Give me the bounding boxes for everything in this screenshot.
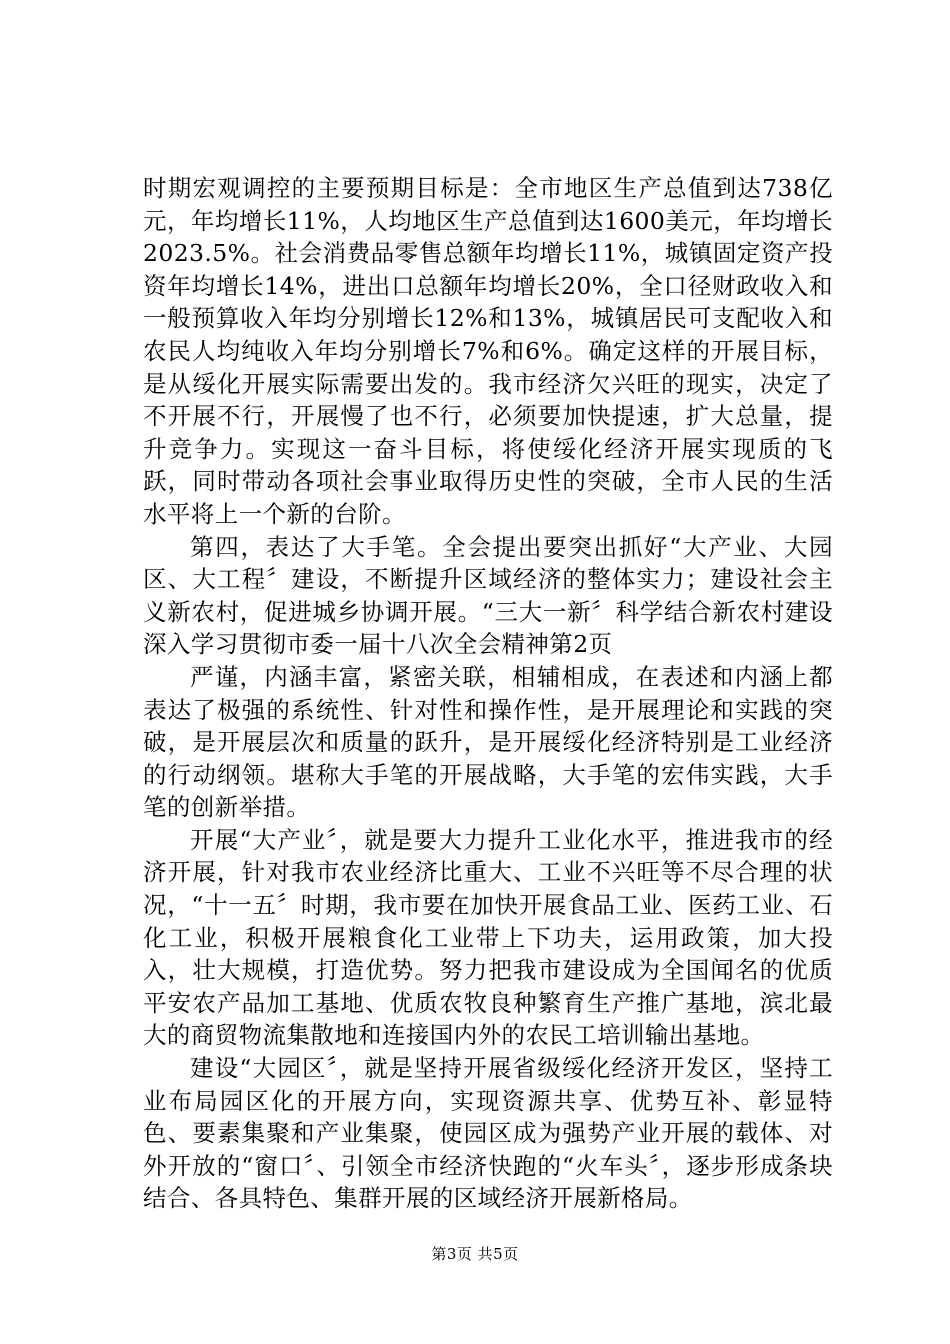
paragraph-rigor: 严谨，内涵丰富，紧密关联，相辅相成，在表述和内涵上都表达了极强的系统性、针对性和操作性，是开展理论和实践的突破，是开展层次和质量的跃升，是开展绥化经济特别是工业经济的行动纲领。堪称大手笔的开展战略，大手笔的宏伟实践，大手笔的创新举措。 bbox=[143, 662, 833, 822]
page-footer bbox=[0, 1244, 950, 1264]
paragraph-big-industry: 开展“大产业〞，就是要大力提升工业化水平，推进我市的经济开展，针对我市农业经济比重大、工业不兴旺等不尽合理的状况，“十一五〞时期，我市要在加快开展食品工业、医药工业、石化工业，积极开展粮食化工业带上下功夫，运用政策，加大投入，壮大规模，打造优势。努力把我市建设成为全国闻名的优质平安农产品加工基地、优质农牧良种繁育生产推广基地，滨北最大的商贸物流集散地和连接国内外的农民工培训输出基地。 bbox=[143, 825, 833, 1050]
page-indicator: 第3页 共5页 bbox=[431, 1245, 519, 1263]
paragraph-targets: 时期宏观调控的主要预期目标是：全市地区生产总值到达738亿元，年均增长11%，人均地区生产总值到达1600美元，年均增长2023.5%。社会消费品零售总额年均增长11%，城镇固定资产投资年均增长14%，进出口总额年均增长20%，全口径财政收入和一般预算收入年均分别增长12%和13%，城镇居民可支配收入和农民人均纯收入年均分别增长7%和6%。确定这样的开展目标，是从绥化开展实际需要出发的。我市经济欠兴旺的现实，决定了不开展不行，开展慢了也不行，必须要加快提速，扩大总量，提升竞争力。实现这一奋斗目标，将使绥化经济开展实现质的飞跃，同时带动各项社会事业取得历史性的突破，全市人民的生活水平将上一个新的台阶。 bbox=[143, 174, 833, 528]
paragraph-big-vision: 第四，表达了大手笔。全会提出要突出抓好“大产业、大园区、大工程〞建设，不断提升区域经济的整体实力；建设社会主义新农村，促进城乡协调开展。“三大一新〞科学结合新农村建设深入学习贯彻市委一届十八次全会精神第2页 bbox=[143, 532, 833, 659]
document-body bbox=[143, 172, 833, 1215]
paragraph-big-park: 建设“大园区〞，就是坚持开展省级绥化经济开发区，坚持工业布局园区化的开展方向，实现资源共享、优势互补、彰显特色、要素集聚和产业集聚，使园区成为强势产业开展的载体、对外开放的“窗口〞、引领全市经济快跑的“火车头〞，逐步形成条块结合、各具特色、集群开展的区域经济开展新格局。 bbox=[143, 1054, 833, 1213]
